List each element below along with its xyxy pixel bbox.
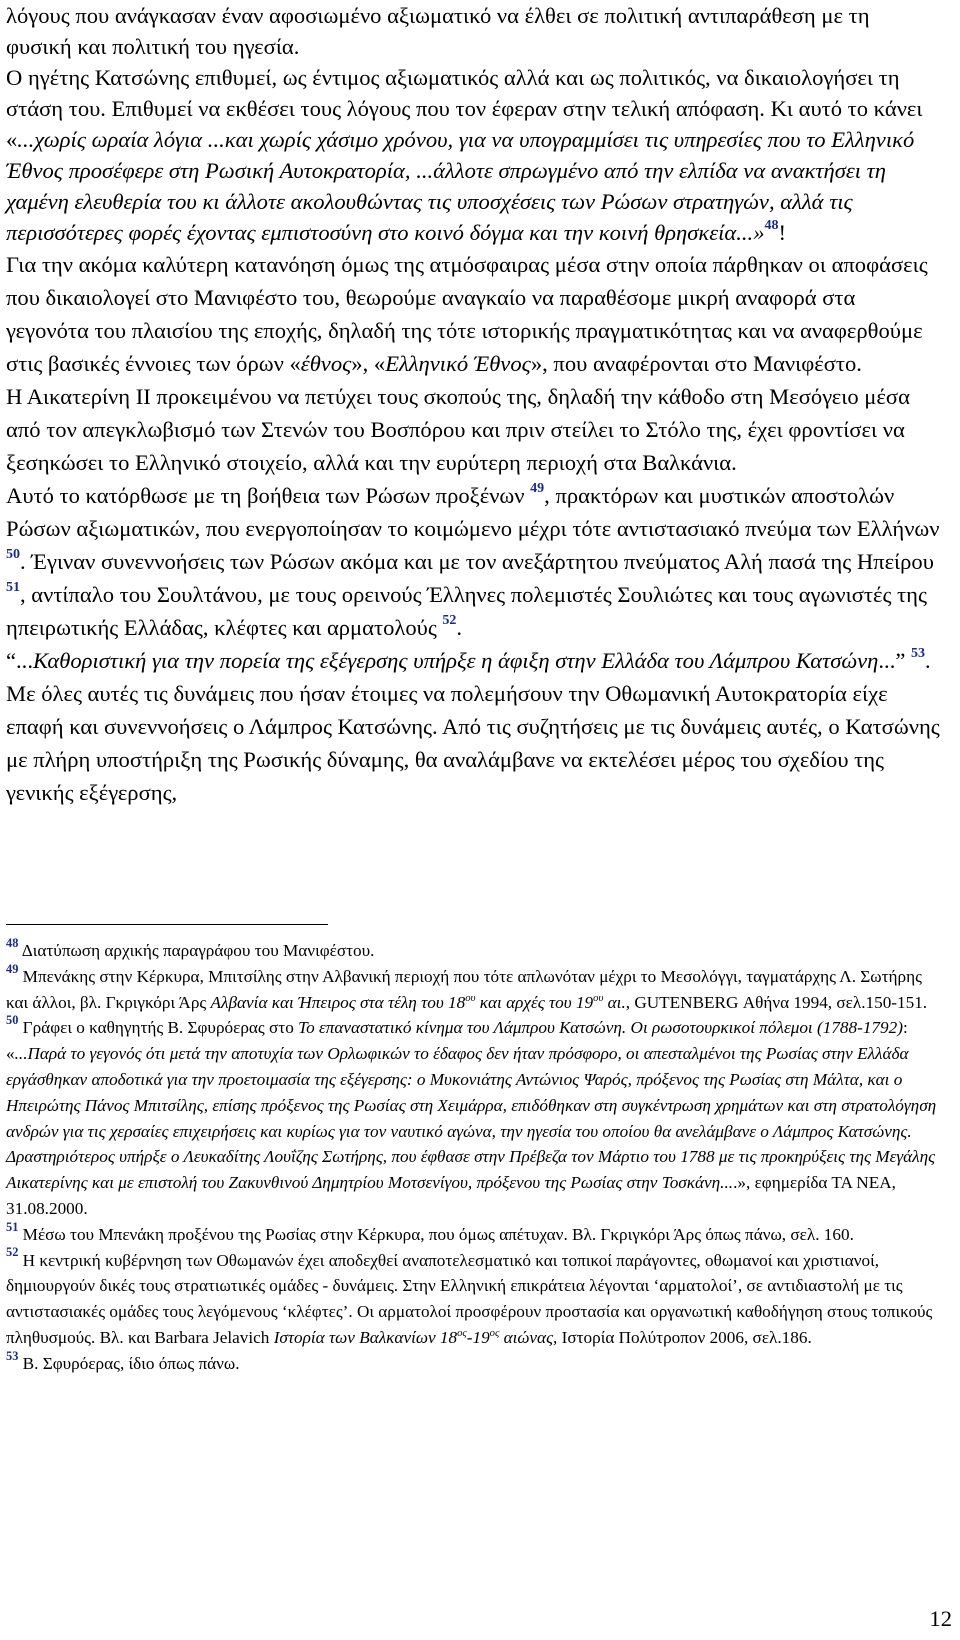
book-title: και αρχές του 19	[475, 992, 594, 1012]
text-run: Για την ακόμα καλύτερη κατανόηση όμως της ατμόσφαιρας μέσα στην οποία πάρθηκαν οι αποφάσεις που δικαιολογεί στο Μανιφέστο του, θεωρούμε αναγκαίο να παραθέσομε μικρή αναφορά στα γεγονότα του πλαισίου της εποχής, δηλαδή της τότε ιστορικής πραγματικότητας και να αναφερθούμε στις βασικές έννοιες των όρων «	[6, 252, 928, 376]
book-title: Ιστορία των Βαλκανίων 18	[273, 1327, 458, 1347]
paragraph-5	[6, 644, 940, 809]
text-run: », που αναφέρονται στο Μανιφέστο.	[530, 351, 862, 376]
footnote-text: , GUTENBERG Αθήνα 1994, σελ.150-151.	[625, 992, 928, 1012]
paragraph-1	[6, 0, 940, 248]
term-italic: Ελληνικό Έθνος	[385, 351, 531, 376]
footnote-text: Β. Σφυρόερας, ίδιο όπως πάνω.	[18, 1353, 240, 1373]
text-run: “...	[6, 648, 33, 673]
quote-italic: ...χωρίς ωραία λόγια ...και χωρίς χάσιμο χρόνου, για να υπογραμμίσει τις υπηρεσίες που το Ελληνικό Έθνος προσέφερε στη Ρωσική Αυτοκρατορία, ...άλλοτε σπρωγμένο από την ελπίδα να ανακτήσει τη χαμένη ελευθερία του κι άλλοτε ακολουθώντας τις υποσχέσεις των Ρώσων στρατηγών, αλλά τις περισσότερες φορές έχοντας εμπιστοσύνη στο κοινό δόγμα και την κοινή θρησκεία...»	[6, 127, 915, 245]
footnote-separator	[6, 924, 328, 925]
footnote-text: Μέσω του Μπενάκη προξένου της Ρωσίας στην Κέρκυρα, που όμως απέτυχαν. Βλ. Γκριγκόρι Άρς όπως πάνω, σελ. 160.	[18, 1224, 854, 1244]
footnote-text: Ιστορία Πολύτροπον 2006, σελ.186.	[557, 1327, 812, 1347]
ordinal-suffix: ος	[457, 1328, 467, 1340]
quote-italic: ...Παρά το γεγονός ότι μετά την αποτυχία των Ορλωφικών το έδαφος δεν ήταν πρόσφορο, οι απεσταλμένοι της Ρωσίας στην Ελλάδα εργάσθηκαν αποδοτικά για την προετοιμασία της εξέγερσης: ο Μυκονιάτης Αντώνιος Ψαρός, πρόξενος της Ρωσίας στη Μάλτα, και ο Ηπειρώτης Πάνος Μπιτσίλης, επίσης πρόξενος της Ρωσίας στη Χειμάρρα, επιδόθηκαν στη συγκέντρωση χρημάτων και στη στρατολόγηση ανδρών για τις χερσαίες επιχειρήσεις και κυρίως για τον ναυτικό αγώνα, την ηγεσία του οποίου θα ανελάμβανε ο Λάμπρος Κατσώνης. Δραστηριότερος υπήρξε ο Λευκαδίτης Λουΐζης Σωτήρης, που έφθασε στην Πρέβεζα τον Μάρτιο του 1788 με τις προκηρύξεις της Μεγάλης Αικατερίνης και με επιστολή του Ζακυνθινού Δημητρίου Μοτσενίγου, πρόξενου της Ρωσίας στην Τοσκάνη...	[6, 1044, 937, 1193]
footnote-text: : «	[6, 1018, 908, 1064]
text-run: λόγους που ανάγκασαν έναν αφοσιωμένο αξιωματικό να έλθει σε πολιτική αντιπαράθεση με τη φυσική και πολιτική του ηγεσία.	[6, 3, 870, 59]
footnote-text: Η κεντρική κυβέρνηση των Οθωμανών έχει αποδεχθεί αναποτελεσματικό και τοπικοί παράγοντες, οθωμανοί και χριστιανοί, δημιουργούν δικές τους στρατιωτικές ομάδες - δυνάμεις. Στην Ελληνική επικράτεια λέγονται ‘αρματολοί’, σε αντιδιαστολή με τις αντιστασιακές ομάδες τους λεγόμενους ‘κλέφτες’. Οι αρματολοί προσφέρουν προστασία και οργανωτική καθοδήγηση στους τοπικούς πληθυσμούς. Βλ. και Barbara Jelavich	[6, 1250, 933, 1347]
footnote-52	[6, 1245, 940, 1351]
paragraph-4	[6, 479, 940, 644]
text-run: ...”	[878, 648, 912, 673]
text-run: . Με όλες αυτές τις δυνάμεις που ήσαν έτοιμες να πολεμήσουν την Οθωμανική Αυτοκρατορία είχε επαφή και συνεννοήσεις ο Λάμπρος Κατσώνης. Από τις συζητήσεις με τις δυνάμεις αυτές, ο Κατσώνης με πλήρη υποστήριξη της Ρωσικής δύναμης, θα αναλάμβανε να εκτελέσει μέρος του σχεδίου της γενικής εξέγερσης,	[6, 648, 940, 805]
book-title: αιώνας,	[499, 1327, 558, 1347]
paragraph-3: Η Αικατερίνη ΙΙ προκειμένου να πετύχει τους σκοπούς της, δηλαδή την κάθοδο στη Μεσόγειο μέσα από τον απεγκλωβισμό των Στενών του Βοσπόρου και πριν στείλει το Στόλο της, έχει φροντίσει να ξεσηκώσει το Ελληνικό στοιχείο, αλλά και την ευρύτερη περιοχή στα Βαλκάνια.	[6, 384, 910, 475]
text-run: , πρακτόρων και μυστικών αποστολών Ρώσων αξιωματικών, που ενεργοποίησαν το κοιμώμενο μέχρι τότε αντιστασιακό πνεύμα των Ελλήνων	[6, 483, 940, 541]
footnote-number: 53	[6, 1348, 19, 1363]
footnote-ref-53[interactable]: 53	[911, 645, 926, 661]
footnote-ref-51[interactable]: 51	[6, 579, 20, 595]
text-run: . Έγιναν συνεννοήσεις των Ρώσων ακόμα και με τον ανεξάρτητου πνεύματος Αλή πασά της Ηπείρου	[20, 549, 934, 574]
ordinal-suffix: ου	[593, 992, 604, 1004]
ordinal-suffix: ου	[465, 992, 476, 1004]
quote-italic: Καθοριστική για την πορεία της εξέγερσης υπήρξε η άφιξη στην Ελλάδα του Λάμπρου Κατσώνη	[32, 648, 879, 673]
footnote-49	[6, 961, 940, 1016]
footnotes	[6, 935, 940, 1377]
footnote-text: .», εφημερίδα ΤΑ ΝΕΑ, 31.08.2000.	[6, 1173, 896, 1218]
text-run: », «	[351, 351, 386, 376]
footnote-number: 48	[6, 935, 19, 950]
footnote-ref-52[interactable]: 52	[442, 612, 457, 628]
text-run: Αυτό το κατόρθωσε με τη βοήθεια των Ρώσων προξένων	[6, 483, 531, 508]
book-title: Αλβανία και Ήπειρος στα τέλη του 18	[210, 992, 466, 1012]
book-title: Το επαναστατικό κίνημα του Λάμπρου Κατσώνη. Οι ρωσοτουρκικοί πόλεμοι (1788-1792)	[298, 1018, 903, 1038]
footnote-number: 49	[6, 961, 19, 976]
page-number: 12	[929, 1606, 952, 1631]
text-run: Ο ηγέτης Κατσώνης επιθυμεί, ως έντιμος αξιωματικός αλλά και ως πολιτικός, να δικαιολογήσει τη στάση του. Επιθυμεί να εκθέσει τους λόγους που τον έφεραν στην τελική απόφαση. Κι αυτό το κάνει «	[6, 65, 923, 152]
text-run: .	[456, 615, 463, 640]
footnote-51	[6, 1219, 940, 1248]
footnote-53	[6, 1348, 940, 1377]
footnote-text: Διατύπωση αρχικής παραγράφου του Μανιφέστου.	[18, 941, 375, 960]
paragraph-2	[6, 248, 940, 380]
footnote-48	[6, 935, 940, 964]
text-run: , αντίπαλο του Σουλτάνου, με τους ορεινούς Έλληνες πολεμιστές Σουλιώτες και τους αγωνιστές της ηπειρωτικής Ελλάδας, κλέφτες και αρματολούς	[6, 582, 927, 640]
footnote-ref-50[interactable]: 50	[6, 546, 20, 562]
footnote-text: Μπενάκης στην Κέρκυρα, Μπιτσίλης στην Αλβανική περιοχή που τότε απλωνόταν μέχρι το Μεσολόγγι, ταγματάρχης Λ. Σωτήρης και άλλοι, βλ. Γκριγκόρι Άρς	[6, 966, 922, 1012]
ordinal-suffix: ος	[489, 1328, 500, 1340]
footnote-number: 50	[6, 1013, 19, 1028]
footnote-text: Γράφει ο καθηγητής Β. Σφυρόερας στο	[18, 1018, 299, 1038]
main-text	[6, 0, 940, 809]
text-run: !	[778, 220, 787, 245]
footnote-number: 52	[6, 1245, 19, 1260]
book-title: -19	[466, 1327, 490, 1347]
book-title: αι.	[603, 992, 626, 1012]
footnote-ref-48[interactable]: 48	[764, 217, 779, 233]
term-italic: έθνος	[300, 351, 352, 376]
footnote-number: 51	[6, 1219, 19, 1234]
footnote-ref-49[interactable]: 49	[530, 480, 545, 496]
footnote-50	[6, 1015, 940, 1221]
